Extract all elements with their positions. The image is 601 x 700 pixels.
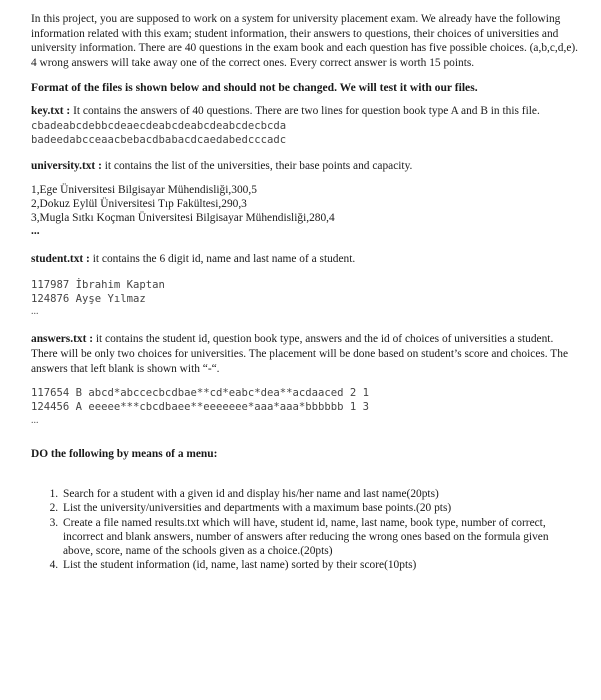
key-line-a: cbadeabcdebbcdeaecdeabcdeabcdeabcdecbcda: [31, 119, 287, 132]
answers-ellipsis: ...: [31, 414, 39, 426]
university-list: [31, 184, 581, 238]
key-desc-text: It contains the answers of 40 questions. There are two lines for question book type A and B in this file.: [70, 105, 540, 118]
answers-section: [31, 332, 581, 426]
format-note: Format of the files is shown below and should not be changed. We will test it with our files.: [31, 81, 478, 95]
university-section: [31, 159, 581, 238]
student-list: [31, 278, 581, 318]
answers-list: [31, 386, 581, 426]
student-filename: student.txt :: [31, 253, 90, 266]
answers-description: [31, 332, 581, 376]
university-line-1: 1,Ege Üniversitesi Bilgisayar Mühendisliği,300,5: [31, 183, 257, 196]
menu-heading-text: DO the following by means of a menu:: [31, 447, 218, 460]
intro-paragraph: In this project, you are supposed to work on a system for university placement exam. We already have the following information related with this exam; student information, their answers to questions, their choices of universities and university information. There are 40 questions in the exam book and each question has five possible choices. (a,b,c,d,e). 4 wrong answers will take away one of the correct ones. Every correct answer is worth 15 points.: [31, 13, 579, 69]
answers-filename: answers.txt :: [31, 333, 94, 346]
student-line-1: 117987 İbrahim Kaptan: [31, 278, 165, 291]
student-section: [31, 252, 581, 318]
menu-section: [31, 447, 581, 573]
task-item-2: 2. List the university/universities and departments with a maximum base points.(20 pts): [61, 501, 581, 515]
key-section: [31, 104, 581, 147]
key-filename: key.txt :: [31, 105, 71, 118]
student-ellipsis: ...: [31, 306, 39, 318]
student-desc-text: it contains the 6 digit id, name and last name of a student.: [89, 253, 356, 266]
document-page: [31, 12, 581, 572]
key-line-b: badeedabcceaacbebacdbabacdcaedabedcccadc: [31, 134, 287, 147]
university-description: [31, 159, 581, 174]
answers-desc-text: it contains the student id, question book type, answers and the id of choices of universities a student. There will be only two choices for universities. The placement will be done based on student’s score and choices. The answers that left blank is shown with “-“.: [31, 333, 568, 375]
university-line-3: 3,Mugla Sıtkı Koçman Üniversitesi Bilgisayar Mühendisliği,280,4: [31, 211, 335, 224]
task-item-3: 3. Create a file named results.txt which will have, student id, name, last name, book type, number of correct, incorrect and blank answers, number of answers after reducing the wrong ones based on the formula given above, score, name of the schools given as a choice.(20pts): [61, 516, 581, 559]
university-line-2: 2,Dokuz Eylül Üniversitesi Tıp Fakültesi,290,3: [31, 197, 247, 210]
university-ellipsis: ...: [31, 225, 40, 238]
university-desc-text: it contains the list of the universities, their base points and capacity.: [101, 160, 413, 173]
menu-task-list: [31, 487, 581, 572]
key-description: [31, 104, 581, 119]
student-description: [31, 252, 581, 267]
answers-line-1: 117654 B abcd*abccecbcdbae**cd*eabc*dea**acdaaced 2 1: [31, 387, 370, 400]
task-item-4: 4. List the student information (id, name, last name) sorted by their score(10pts): [61, 558, 581, 572]
task-item-1: 1. Search for a student with a given id and display his/her name and last name(20pts): [61, 487, 581, 501]
answers-line-2: 124456 A eeeee***cbcdbaee**eeeeeee*aaa*aaa*bbbbbb 1 3: [31, 401, 370, 414]
student-line-2: 124876 Ayşe Yılmaz: [31, 293, 146, 306]
menu-heading: [31, 447, 581, 462]
university-filename: university.txt :: [31, 160, 102, 173]
